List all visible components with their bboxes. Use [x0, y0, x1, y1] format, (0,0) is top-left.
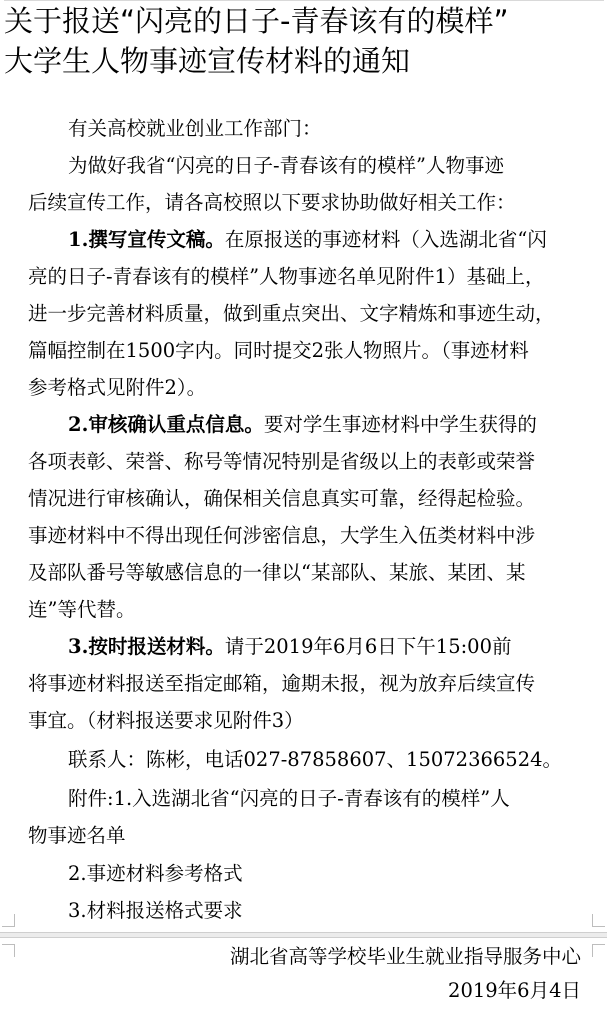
intro-line-2: 后续宣传工作，请各高校照以下要求协助做好相关工作： [28, 191, 516, 214]
item2-line-1-text: 要对学生事迹材料中学生获得的 [263, 413, 537, 436]
item2-line-1 [68, 406, 607, 444]
item3-line-1-text: 请于2019年6月6日下午15:00前 [224, 635, 512, 658]
page-corner-mark [592, 944, 605, 957]
document-title-line-1: 关于报送“闪亮的日子-青春该有的模样” [4, 4, 509, 38]
item2-line-5: 及部队番号等敏感信息的一律以“某部队、某旅、某团、某 [28, 561, 526, 584]
item1-line-2: 亮的日子-青春该有的模样”人物事迹名单见附件1）基础上， [28, 265, 545, 288]
item2-heading: 2.审核确认重点信息。 [68, 413, 264, 436]
attachment-1-line-2: 物事迹名单 [28, 824, 126, 847]
attachment-1-line-1: 附件:1.入选湖北省“闪亮的日子-青春该有的模样”人 [68, 787, 510, 810]
page-top-rule [4, 0, 604, 1]
item3-heading: 3.按时报送材料。 [68, 635, 225, 658]
document-title-line-2: 大学生人物事迹宣传材料的通知 [4, 44, 411, 78]
page-corner-mark [2, 944, 15, 957]
item3-line-3: 事宜。（材料报送要求见附件3） [28, 709, 304, 732]
attachment-2: 2.事迹材料参考格式 [68, 862, 243, 885]
item2-line-4: 事迹材料中不得出现任何涉密信息，大学生入伍类材料中涉 [28, 524, 536, 547]
item1-line-4: 篇幅控制在1500字内。同时提交2张人物照片。（事迹材料 [28, 339, 529, 362]
issue-date: 2019年6月4日 [448, 979, 581, 1002]
item1-heading: 1.撰写宣传文稿。 [68, 228, 225, 251]
item1-line-1-text: 在原报送的事迹材料（入选湖北省“闪 [224, 228, 547, 251]
intro-line-1: 为做好我省“闪亮的日子-青春该有的模样”人物事迹 [68, 154, 505, 177]
attachment-3: 3.材料报送格式要求 [68, 899, 243, 922]
page-corner-mark [592, 914, 605, 927]
item2-line-6: 连”等代替。 [28, 598, 136, 621]
contact-info: 联系人：陈彬，电话027-87858607、15072366524。 [68, 748, 563, 771]
issuing-organization: 湖北省高等学校毕业生就业指导服务中心 [229, 945, 581, 968]
item2-line-2: 各项表彰、荣誉、称号等情况特别是省级以上的表彰或荣誉 [28, 450, 536, 473]
item1-line-1 [68, 221, 607, 259]
item1-line-5: 参考格式见附件2）。 [28, 376, 207, 399]
item3-line-2: 将事迹材料报送至指定邮箱，逾期未报，视为放弃后续宣传 [28, 672, 536, 695]
item3-line-1 [68, 628, 607, 666]
page-corner-mark [2, 914, 15, 927]
salutation: 有关高校就业创业工作部门： [68, 117, 322, 140]
item2-line-3: 情况进行审核确认，确保相关信息真实可靠，经得起检验。 [28, 487, 536, 510]
item1-line-3: 进一步完善材料质量，做到重点突出、文字精炼和事迹生动， [28, 302, 555, 325]
